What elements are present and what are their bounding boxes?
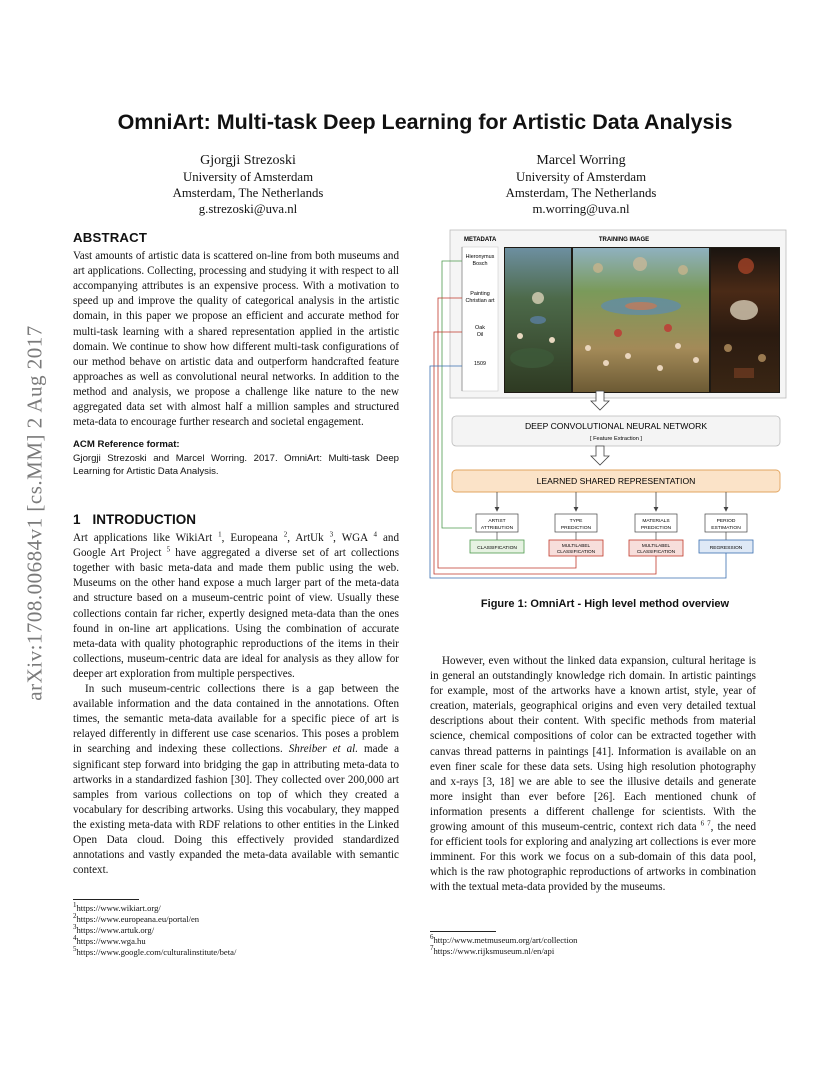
svg-text:CLASSIFICATION: CLASSIFICATION	[477, 546, 517, 551]
footnote[interactable]: $^5$https://www.google.com/culturalinstitute/beta/	[73, 945, 237, 957]
right-column-text	[430, 654, 756, 896]
footnote-rule	[430, 931, 496, 932]
svg-text:PREDICTION: PREDICTION	[560, 526, 592, 531]
footnotes-left	[73, 903, 399, 958]
figure-1-diagram	[428, 228, 788, 580]
task-head-artist	[470, 514, 524, 553]
metadata-item: 1509	[474, 361, 486, 367]
metadata-item: Painting	[470, 291, 490, 297]
abstract-section	[73, 230, 399, 478]
task-head-period	[699, 514, 753, 553]
footnote-mark[interactable]: 6 7	[700, 819, 711, 828]
footnote-mark[interactable]: 5	[166, 545, 171, 554]
metadata-item: Oak	[475, 325, 485, 331]
footnote-mark[interactable]: 4	[373, 530, 378, 539]
shared-representation-label: LEARNED SHARED REPRESENTATION	[536, 476, 696, 486]
metadata-column	[462, 247, 498, 391]
figure-caption: Figure 1: OmniArt - High level method overview	[480, 598, 730, 610]
footnote[interactable]: $^7$https://www.rijksmuseum.nl/en/api	[430, 944, 555, 956]
author-name: Gjorgji Strezoski	[200, 153, 296, 168]
author-block-1	[118, 152, 378, 217]
footnote[interactable]: $^1$https://www.wikiart.org/	[73, 901, 161, 913]
section-heading	[73, 512, 399, 527]
svg-text:TYPE: TYPE	[569, 519, 583, 524]
acm-reference-text: Gjorgji Strezoski and Marcel Worring. 2017. OmniArt: Multi-task Deep Learning for Artistic Data Analysis.	[73, 453, 399, 478]
abstract-text: Vast amounts of artistic data is scattered on-line from both museums and art applications. Collecting, processing and studying it with respect to all accompanying attributes is an expensive process. With a motivation to speed up and improve the quality of categorical analysis in the artistic domain, in this paper we propose an efficient and accurate method for multi-task learning with a shared representation applied in the artistic domain. We continue to show how different multi-task configurations of our method behave on artistic data and outperform handcrafted feature approaches as well as convolutional neural networks. In addition to the method and analysis, we propose a challenge like nature to the new aggregated data set with almost half a million samples and structured meta-data to encourage further research and societal engagement.	[73, 250, 399, 429]
author-location: Amsterdam, The Netherlands	[505, 186, 657, 200]
svg-text:MULTILABEL: MULTILABEL	[561, 543, 591, 548]
footnote[interactable]: $^2$https://www.europeana.eu/portal/en	[73, 912, 200, 924]
paragraph: However, even without the linked data expansion, cultural heritage is in general an outstandingly knowledge rich domain. In artistic paintings for example, most of the artworks have a known artist, style, year of creation, materials, geographical origins and even very detailed textual descriptions about their content. With specific methods from material science, chemical compositions of color can be extracted together with canvas thread patterns in paintings [41]. Information is available on an even finer scale for these data sets. Using high resolution photography and x-rays [3, 18] we are able to see the illusive details and generate more insight than ever before [26]. Each mentioned chunk of information presents a different challenge for scientists. With the growing amount of this museum-centric, context rich data $^{6 7}$, the need for efficient tools for exploring and analyzing art collections is ever more imminent. For this work we focus on a sub-domain of this data pool, which is the raw photographic reproductions of artworks in combination with the textual meta-data provided by the museums.	[430, 655, 756, 894]
svg-text:CLASSIFICATION: CLASSIFICATION	[556, 549, 596, 554]
author-affiliation: University of Amsterdam	[515, 170, 647, 184]
footnote-mark[interactable]: 1	[218, 530, 222, 539]
svg-text:PERIOD: PERIOD	[716, 519, 736, 524]
author-email[interactable]: g.strezoski@uva.nl	[198, 202, 298, 216]
metadata-item: Bosch	[472, 261, 488, 267]
svg-text:CLASSIFICATION: CLASSIFICATION	[636, 549, 676, 554]
footnote-mark[interactable]: 3	[329, 530, 334, 539]
svg-text:ARTIST: ARTIST	[488, 519, 506, 524]
intro-paragraph-1: Art applications like WikiArt $^1$, Europeana $^2$, ArtUk $^3$, WGA $^4$ and Google Art Project $^5$ have aggregated a diverse set of art collections together with basic meta-data and made them public using the web. Museums on the other hand expose a much larger part of the meta-data and structure based on a museum-centric point of view. Usually these collections contain far richer, expertly designed meta-data than the ones found in on-line art applications. Using the combination of accurate meta-data with quality photographic reproductions of the items in their collections, museum-centric data are ideal for analysis as they allow for deeper art exploration from multiple perspectives.	[73, 530, 400, 680]
author-name: Marcel Worring	[536, 153, 626, 168]
training-image-header: TRAINING IMAGE	[598, 237, 650, 243]
footnote[interactable]: $^4$https://www.wga.hu	[73, 934, 146, 946]
author-block-2	[451, 152, 711, 217]
paper-title: OmniArt: Multi-task Deep Learning for Artistic Data Analysis	[117, 110, 733, 134]
metadata-header: METADATA	[464, 237, 497, 243]
section-number: 1	[73, 512, 81, 527]
cnn-title: DEEP CONVOLUTIONAL NEURAL NETWORK	[524, 421, 708, 431]
author-location: Amsterdam, The Netherlands	[172, 186, 324, 200]
arxiv-identifier: arXiv:1708.00684v1 [cs.MM] 2 Aug 2017	[22, 325, 47, 701]
svg-text:PREDICTION: PREDICTION	[640, 526, 672, 531]
footnote[interactable]: $^6$http://www.metmuseum.org/art/collection	[430, 933, 578, 945]
footnote[interactable]: $^3$https://www.artuk.org/	[73, 923, 155, 935]
svg-text:MULTILABEL: MULTILABEL	[641, 543, 671, 548]
introduction-section	[73, 512, 399, 878]
svg-text:REGRESSION: REGRESSION	[709, 546, 743, 551]
cnn-subtitle: [ Feature Extraction ]	[590, 436, 642, 442]
metadata-item: Hieronymus	[465, 254, 495, 260]
footnote-mark[interactable]: 2	[283, 530, 288, 539]
footnote-rule	[73, 899, 139, 900]
svg-text:ESTIMATION: ESTIMATION	[711, 526, 741, 531]
author-affiliation: University of Amsterdam	[182, 170, 314, 184]
task-head-type	[549, 514, 603, 556]
abstract-heading: ABSTRACT	[73, 230, 148, 245]
acm-reference-heading: ACM Reference format:	[73, 439, 180, 451]
task-head-materials	[629, 514, 683, 556]
section-title: INTRODUCTION	[92, 512, 197, 527]
svg-text:ATTRIBUTION: ATTRIBUTION	[480, 526, 514, 531]
metadata-item: Oil	[476, 332, 484, 338]
intro-paragraph-2: In such museum-centric collections there is a gap between the available information and the data contained in the annotations. Often times, the semantic meta-data available for a specific piece of art is relayed differently in different use case scenarios. This poses a problem in searching and indexing these collections. Shreiber et al. made a significant step forward into bridging the gap in attributing meta-data to artworks in a standardized fashion [30]. They collected over 200,000 art samples from various collections on top of which they created a vocabulary for describing artworks. Using this vocabulary, they mapped the existing meta-data with RDF relations to other entities in the Linked Open Data cloud. Doing this effectively provided standardized annotations and vastly expanded the meta-data available with semantic context.	[73, 683, 399, 877]
metadata-item: Christian art	[465, 298, 495, 304]
arrow-down-icon	[591, 446, 609, 465]
svg-text:MATERIALS: MATERIALS	[642, 519, 670, 524]
footnotes-right	[430, 935, 756, 957]
training-image-triptych	[504, 247, 780, 393]
author-email[interactable]: m.worring@uva.nl	[532, 202, 630, 216]
